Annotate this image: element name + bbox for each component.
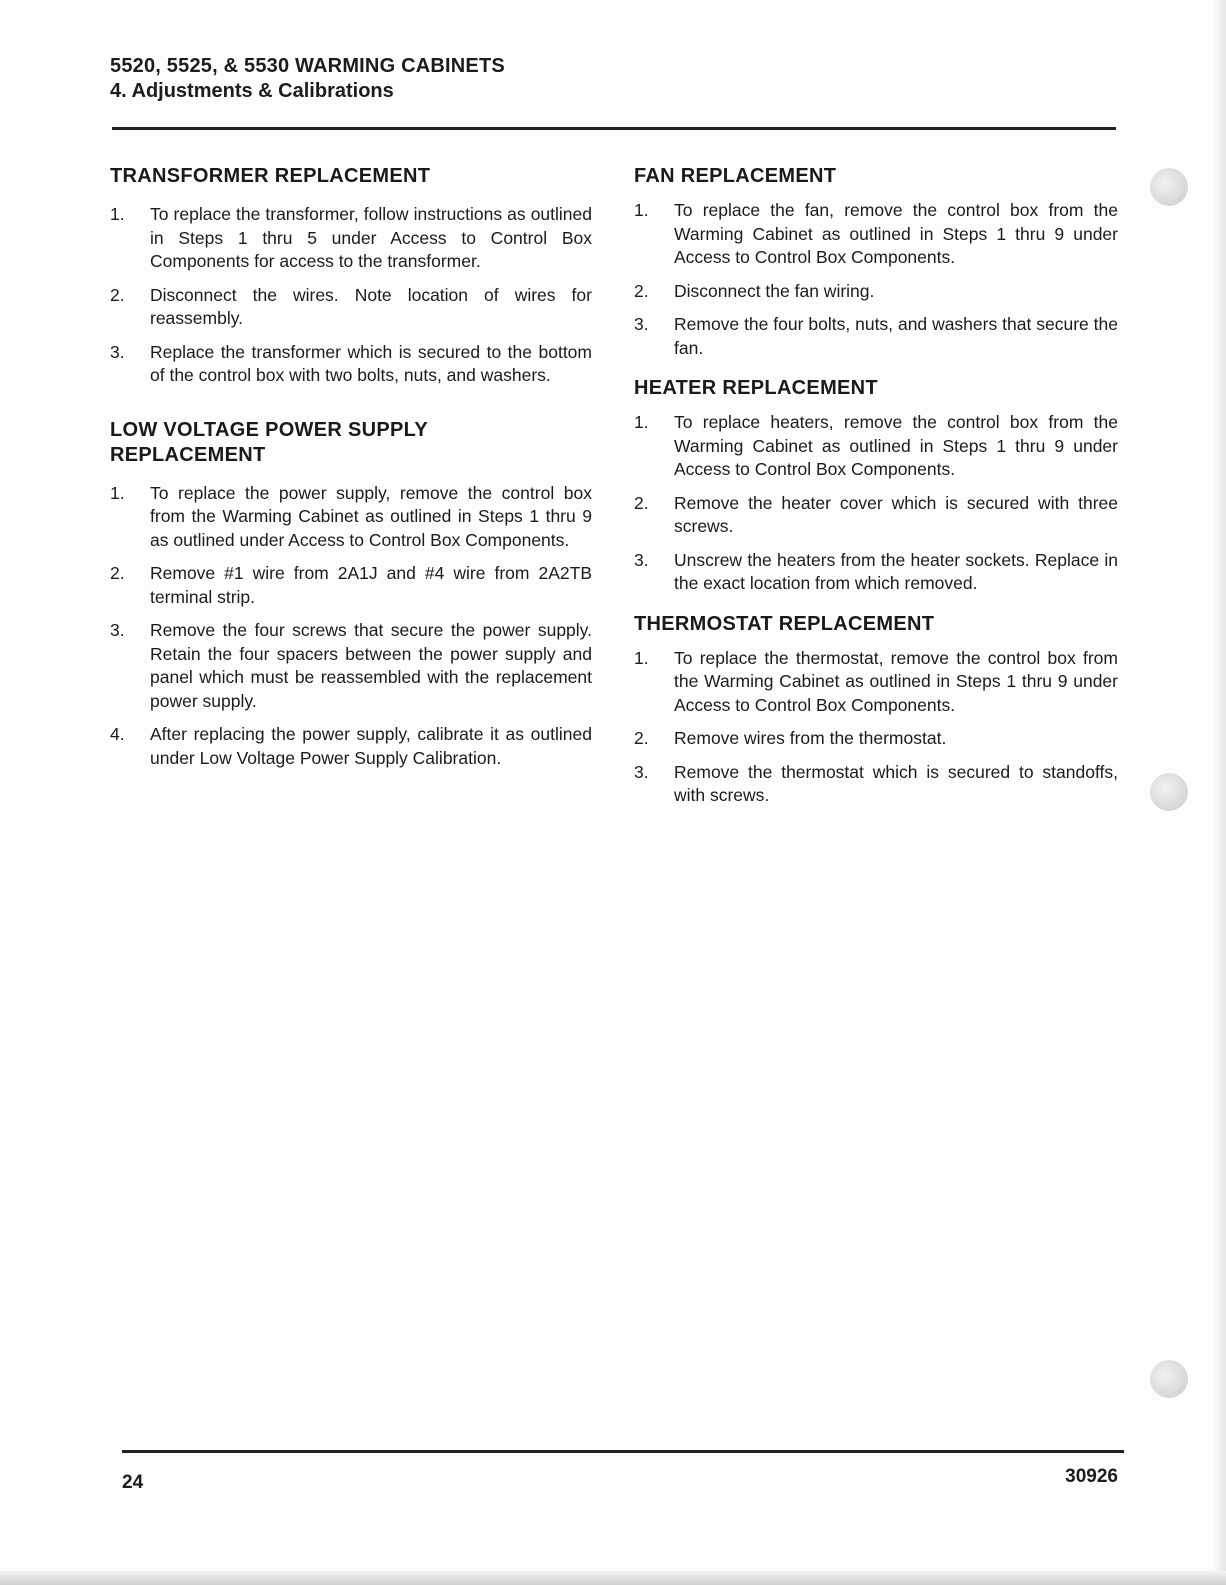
step-number: 2. — [634, 728, 649, 748]
step-text: Remove the four screws that secure the power supply. Retain the four spacers between the power supply and panel which must be reassembled with the replacement power supply. — [150, 620, 592, 711]
step-number: 3. — [634, 549, 649, 570]
step-number: 2. — [110, 284, 125, 305]
step-number: 3. — [110, 620, 125, 640]
heater-section — [634, 376, 1118, 596]
step-text: To replace the fan, remove the control box from the Warming Cabinet as outlined in Steps 1 thru 9 under Access to Control Box Components. — [674, 200, 1118, 267]
page-edge-shadow — [1212, 0, 1226, 1585]
step-list — [634, 647, 1118, 808]
right-column — [634, 164, 1118, 808]
punch-hole — [1150, 1360, 1188, 1398]
step-text: Remove #1 wire from 2A1J and #4 wire from 2A2TB terminal strip. — [150, 563, 592, 607]
step-list — [110, 482, 592, 771]
list-item — [634, 280, 1118, 304]
list-item — [634, 313, 1118, 360]
left-column — [110, 164, 592, 770]
step-text: To replace the transformer, follow instructions as outlined in Steps 1 thru 5 under Access to Control Box Components for access to the transformer. — [150, 204, 592, 271]
list-item — [110, 562, 592, 609]
step-number: 3. — [110, 341, 125, 362]
step-list — [110, 203, 592, 388]
step-text: After replacing the power supply, calibrate it as outlined under Low Voltage Power Supply Calibration. — [150, 724, 592, 768]
step-text: Remove the heater cover which is secured with three screws. — [674, 492, 1118, 536]
list-item — [110, 203, 592, 274]
section-heading: THERMOSTAT REPLACEMENT — [634, 612, 935, 635]
list-item — [634, 492, 1118, 539]
step-number: 3. — [634, 761, 649, 782]
punch-hole — [1150, 168, 1188, 206]
step-text: Remove the four bolts, nuts, and washers that secure the fan. — [674, 314, 1118, 358]
list-item — [634, 727, 1118, 751]
chapter-title: 4. Adjustments & Calibrations — [110, 80, 394, 102]
list-item — [634, 549, 1118, 596]
transformer-section — [110, 164, 592, 388]
step-text: To replace the power supply, remove the control box from the Warming Cabinet as outlined in Steps 1 thru 9 as outlined under Access to Control Box Components. — [150, 482, 592, 550]
step-number: 2. — [634, 492, 649, 513]
step-text: Disconnect the wires. Note location of wires for reassembly. — [150, 284, 592, 328]
list-item — [634, 647, 1118, 718]
step-number: 4. — [110, 724, 125, 744]
step-text: Replace the transformer which is secured to the bottom of the control box with two bolts, nuts, and washers. — [150, 341, 592, 385]
step-text: Disconnect the fan wiring. — [674, 280, 875, 301]
section-heading: FAN REPLACEMENT — [634, 165, 837, 187]
step-number: 1. — [634, 200, 649, 220]
section-heading: TRANSFORMER REPLACEMENT — [110, 165, 431, 187]
list-item — [634, 199, 1118, 270]
step-number: 2. — [110, 563, 125, 583]
step-text: Remove wires from the thermostat. — [674, 728, 947, 748]
page-bottom-edge — [0, 1571, 1226, 1585]
list-item — [110, 482, 592, 553]
list-item — [110, 619, 592, 713]
step-text: To replace the thermostat, remove the control box from the Warming Cabinet as outlined in Steps 1 thru 9 under Access to Control Box Components. — [674, 647, 1118, 715]
step-text: Remove the thermostat which is secured to standoffs, with screws. — [674, 761, 1118, 805]
step-list — [634, 199, 1118, 360]
section-heading: LOW VOLTAGE POWER SUPPLY REPLACEMENT — [110, 418, 428, 466]
list-item — [634, 411, 1118, 482]
page-number: 24 — [122, 1472, 144, 1493]
punch-hole — [1150, 773, 1188, 811]
step-number: 1. — [110, 482, 125, 503]
footer-rule — [122, 1450, 1124, 1453]
thermostat-section — [634, 612, 1118, 808]
list-item — [110, 284, 592, 331]
list-item — [634, 761, 1118, 808]
document-title: 5520, 5525, & 5530 WARMING CABINETS — [110, 55, 505, 77]
step-text: Unscrew the heaters from the heater sockets. Replace in the exact location from which removed. — [674, 549, 1118, 593]
header-rule — [112, 127, 1116, 130]
section-heading: HEATER REPLACEMENT — [634, 377, 878, 399]
document-number: 30926 — [1065, 1466, 1118, 1487]
list-item — [110, 341, 592, 388]
power-supply-section — [110, 418, 592, 771]
step-number: 1. — [110, 204, 125, 224]
step-text: To replace heaters, remove the control box from the Warming Cabinet as outlined in Steps 1 thru 9 under Access to Control Box Components. — [674, 412, 1118, 479]
step-number: 1. — [634, 647, 649, 668]
step-number: 3. — [634, 314, 649, 334]
step-number: 1. — [634, 412, 649, 432]
step-list — [634, 411, 1118, 596]
fan-section — [634, 164, 1118, 360]
step-number: 2. — [634, 280, 649, 301]
list-item — [110, 723, 592, 770]
